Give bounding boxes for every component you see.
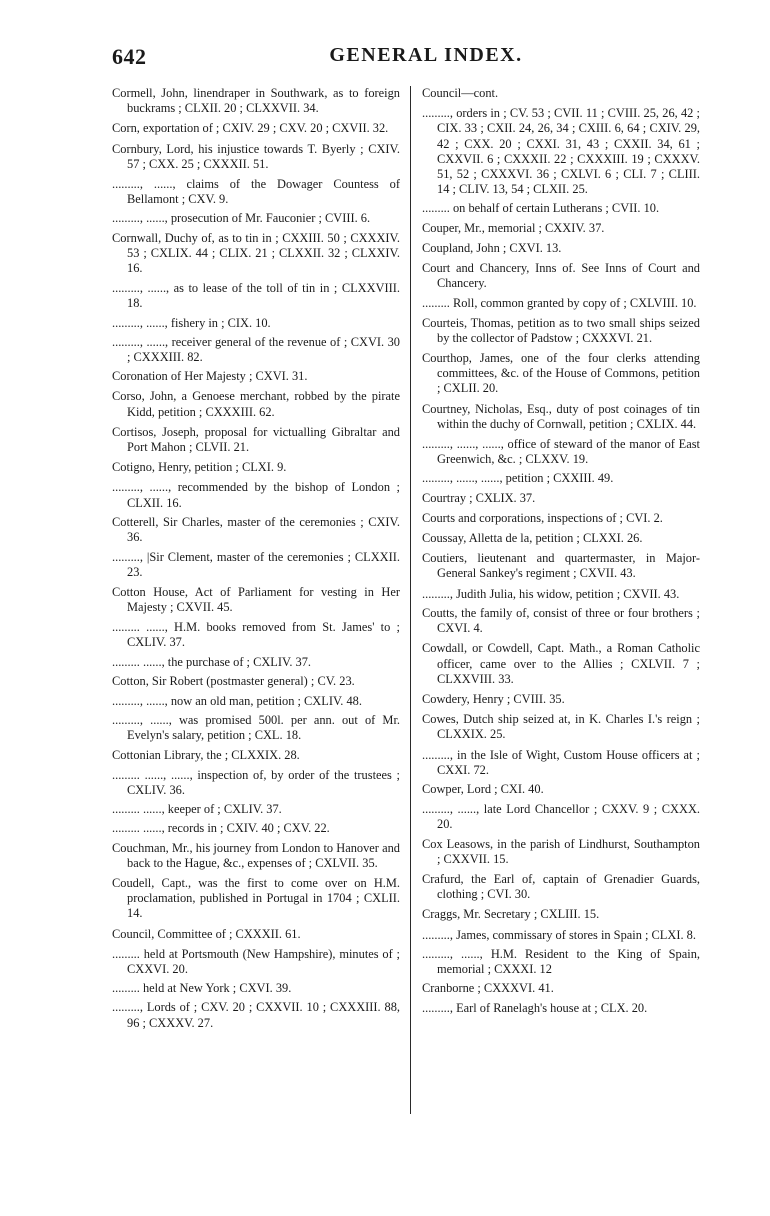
index-entry: Couchman, Mr., his journey from London to Hanover and back to the Hague, &c., expenses of ; CXLVII. 35. [112,840,400,870]
index-entry: ........., Lords of ; CXV. 20 ; CXXVII. 10 ; CXXXIII. 88, 96 ; CXXXV. 27. [112,1000,400,1030]
index-entry: Cowper, Lord ; CXI. 40. [422,781,544,796]
index-entry: Courteis, Thomas, petition as to two small ships seized by the collector of Padstow ; CXXXVI. 21. [422,315,700,345]
index-entry: Cox Leasows, in the parish of Lindhurst, Southampton ; CXXVII. 15. [422,836,700,866]
index-entry: ......... held at Portsmouth (New Hampshire), minutes of ; CXXVI. 20. [112,946,400,976]
index-entry: ........., James, commissary of stores in Spain ; CLXI. 8. [422,927,696,942]
running-title: GENERAL INDEX. [329,44,523,66]
index-entry: Cranborne ; CXXXVI. 41. [422,981,554,996]
index-entry: ......... Roll, common granted by copy of ; CXLVIII. 10. [422,296,697,311]
index-entry: Cotton, Sir Robert (postmaster general) ; CV. 23. [112,673,355,688]
index-entry: ........., ......, late Lord Chancellor ; CXXV. 9 ; CXXX. 20. [422,802,700,832]
page-header [112,44,700,70]
index-entry: Courtray ; CXLIX. 37. [422,490,536,505]
index-entry: ......... ......, H.M. books removed from St. James' to ; CXLIV. 37. [112,620,400,650]
index-entry: Cotigno, Henry, petition ; CLXI. 9. [112,460,287,475]
index-entry: Corn, exportation of ; CXIV. 29 ; CXV. 20 ; CXVII. 32. [112,121,389,136]
index-entry: Cornbury, Lord, his injustice towards T. Byerly ; CXIV. 57 ; CXX. 25 ; CXXXII. 51. [112,141,400,171]
index-entry: Courts and corporations, inspections of ; CVI. 2. [422,510,663,525]
index-entry: Coussay, Alletta de la, petition ; CLXXI. 26. [422,531,643,546]
index-entry: ........., orders in ; CV. 53 ; CVII. 11 ; CVIII. 25, 26, 42 ; CIX. 33 ; CXII. 24, 26, 34 ; CXIII. 6, 64 ; CXIV. 29, 42 ; CXX. 20 ; CXXI. 31, 43 ; CXXII. 34, 61 ; CXXVII. 6 ; CXXXII. 22 ; CXXXIII. 19 ; CXXXV. 51, 52 ; CXXXVI. 36 ; CXLVI. 6 ; CLI. 7 ; CLIII. 14 ; CLIV. 13, 54 ; CLXII. 25. [422,106,700,197]
column-divider [410,86,411,1114]
index-entry: ......... held at New York ; CXVI. 39. [112,981,292,996]
index-column-left [112,86,400,1035]
index-entry: Craggs, Mr. Secretary ; CXLIII. 15. [422,907,600,922]
index-entry: ......... ......, ......, inspection of, by order of the trustees ; CXLIV. 36. [112,767,400,797]
index-entry: Cottonian Library, the ; CLXXIX. 28. [112,747,300,762]
index-entry: ........., in the Isle of Wight, Custom House officers at ; CXXI. 72. [422,747,700,777]
index-entry: Cormell, John, linendraper in Southwark, as to foreign buckrams ; CLXII. 20 ; CLXXVII. 34. [112,86,400,116]
index-entry: Council, Committee of ; CXXXII. 61. [112,926,301,941]
index-entry: ......... ......, records in ; CXIV. 40 ; CXV. 22. [112,821,330,836]
index-entry: ........., ......, claims of the Dowager Countess of Bellamont ; CXV. 9. [112,177,400,207]
index-entry: ........., Earl of Ranelagh's house at ; CLX. 20. [422,1001,648,1016]
index-entry: ........., ......, ......, petition ; CXXIII. 49. [422,471,614,486]
index-entry: Cowdall, or Cowdell, Capt. Math., a Roman Catholic officer, came over to the Allies ; CXLVII. 7 ; CLXXVIII. 33. [422,641,700,686]
index-entry: ........., |Sir Clement, master of the ceremonies ; CLXXII. 23. [112,550,400,580]
index-entry: ......... on behalf of certain Lutherans ; CVII. 10. [422,201,660,216]
index-entry: Corso, John, a Genoese merchant, robbed by the pirate Kidd, petition ; CXXXIII. 62. [112,389,400,419]
index-entry: Court and Chancery, Inns of. See Inns of Court and Chancery. [422,261,700,291]
index-entry: ........., ......, now an old man, petition ; CXLIV. 48. [112,693,362,708]
index-column-right [422,86,700,1021]
index-entry: Cowes, Dutch ship seized at, in K. Charles I.'s reign ; CLXXIX. 25. [422,712,700,742]
index-entry: ......... ......, the purchase of ; CXLIV. 37. [112,654,312,669]
index-entry: Coudell, Capt., was the first to come over on H.M. proclamation, published in Portugal in 1704 ; CXLII. 14. [112,875,400,921]
index-entry: ........., ......, H.M. Resident to the King of Spain, memorial ; CXXXI. 12 [422,946,700,976]
index-entry: Cotton House, Act of Parliament for vesting in Her Majesty ; CXVII. 45. [112,584,400,614]
index-entry: ........., ......, receiver general of the revenue of ; CXVI. 30 ; CXXXIII. 82. [112,334,400,365]
index-entry: ........., Judith Julia, his widow, petition ; CXVII. 43. [422,586,680,601]
index-entry: ........., ......, was promised 500l. per ann. out of Mr. Evelyn's salary, petition ; CXL. 18. [112,713,400,743]
index-entry: Cortisos, Joseph, proposal for victualling Gibraltar and Port Mahon ; CLVII. 21. [112,424,400,455]
index-entry: Cotterell, Sir Charles, master of the ceremonies ; CXIV. 36. [112,514,400,545]
index-entry: Cornwall, Duchy of, as to tin in ; CXXIII. 50 ; CXXXIV. 53 ; CXLIX. 44 ; CLIX. 21 ; CLXXII. 32 ; CLXXIV. 16. [112,230,400,276]
index-entry: Coutiers, lieutenant and quartermaster, in Major-General Sankey's regiment ; CXVII. 43. [422,551,700,581]
index-entry: ......... ......, keeper of ; CXLIV. 37. [112,802,282,817]
index-entry: Cowdery, Henry ; CVIII. 35. [422,691,565,706]
index-entry: Coutts, the family of, consist of three or four brothers ; CXVI. 4. [422,605,700,636]
index-entry: Coronation of Her Majesty ; CXVI. 31. [112,369,308,384]
index-entry: Council—cont. [422,86,499,100]
index-entry: Courthop, James, one of the four clerks attending committees, &c. of the House of Commons, petition ; CXLII. 20. [422,351,700,396]
index-entry: Coupland, John ; CXVI. 13. [422,240,562,255]
index-entry: ........., ......, fishery in ; CIX. 10. [112,315,271,330]
index-entry: ........., ......, prosecution of Mr. Fauconier ; CVIII. 6. [112,211,371,226]
index-entry: Courtney, Nicholas, Esq., duty of post coinages of tin within the duchy of Cornwall, petition ; CXLIX. 44. [422,401,700,431]
index-entry: ........., ......, ......, office of steward of the manor of East Greenwich, &c. ; CLXXV. 19. [422,437,700,467]
index-entry: ........., ......, recommended by the bishop of London ; CLXII. 16. [112,480,400,510]
index-entry: ........., ......, as to lease of the toll of tin in ; CLXXVIII. 18. [112,281,400,311]
page-number: 642 [112,44,147,69]
index-entry: Crafurd, the Earl of, captain of Grenadier Guards, clothing ; CVI. 30. [422,871,700,902]
index-entry: Couper, Mr., memorial ; CXXIV. 37. [422,220,605,235]
